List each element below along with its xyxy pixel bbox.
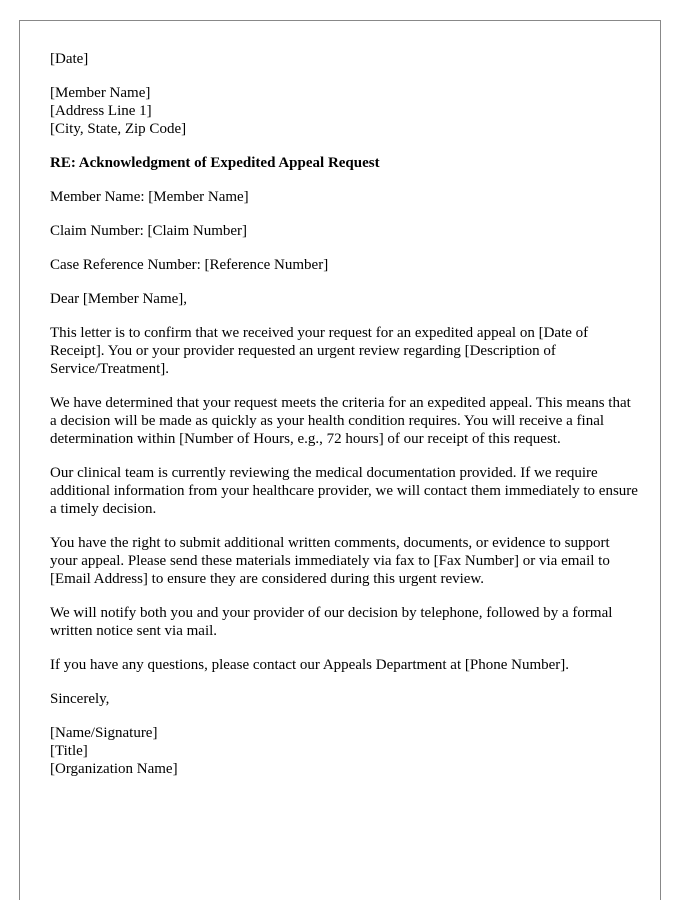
recipient-address-line-1: [Address Line 1]	[50, 103, 152, 119]
signature-title: [Title]	[50, 743, 88, 759]
detail-member-name: Member Name: [Member Name]	[50, 189, 249, 205]
signature-organization: [Organization Name]	[50, 761, 178, 777]
salutation: Dear [Member Name],	[50, 291, 188, 307]
detail-case-reference: Case Reference Number: [Reference Number]	[50, 257, 329, 273]
paragraph-criteria-determination: We have determined that your request meets the criteria for an expedited appeal. This means that a decision will be made as quickly as your health condition requires. You will receive a final determination within [Number of Hours, e.g., 72 hours] of our receipt of this request.	[50, 395, 631, 447]
paragraph-notification: We will notify both you and your provider of our decision by telephone, followed by a formal written notice sent via mail.	[50, 605, 613, 639]
closing: Sincerely,	[50, 691, 110, 707]
paragraph-receipt-confirmation: This letter is to confirm that we received your request for an expedited appeal on [Date of Receipt]. You or your provider requested an urgent review regarding [Description of Service/Treatment].	[50, 325, 589, 377]
letter-date: [Date]	[50, 51, 89, 67]
letter-page	[19, 20, 661, 900]
recipient-address	[50, 84, 640, 138]
letter-body	[50, 50, 640, 794]
detail-claim-number: Claim Number: [Claim Number]	[50, 223, 248, 239]
paragraph-clinical-review: Our clinical team is currently reviewing the medical documentation provided. If we require additional information from your healthcare provider, we will contact them immediately to ensure a timely decision.	[50, 465, 638, 517]
signature-name: [Name/Signature]	[50, 725, 158, 741]
recipient-name: [Member Name]	[50, 85, 151, 101]
recipient-city-state-zip: [City, State, Zip Code]	[50, 121, 187, 137]
paragraph-contact: If you have any questions, please contact our Appeals Department at [Phone Number].	[50, 657, 570, 673]
signature-block	[50, 724, 640, 778]
letter-subject: RE: Acknowledgment of Expedited Appeal Request	[50, 155, 380, 171]
paragraph-right-to-submit: You have the right to submit additional written comments, documents, or evidence to support your appeal. Please send these materials immediately via fax to [Fax Number] or via email to [Email Address] to ensure they are considered during this urgent review.	[50, 535, 610, 587]
